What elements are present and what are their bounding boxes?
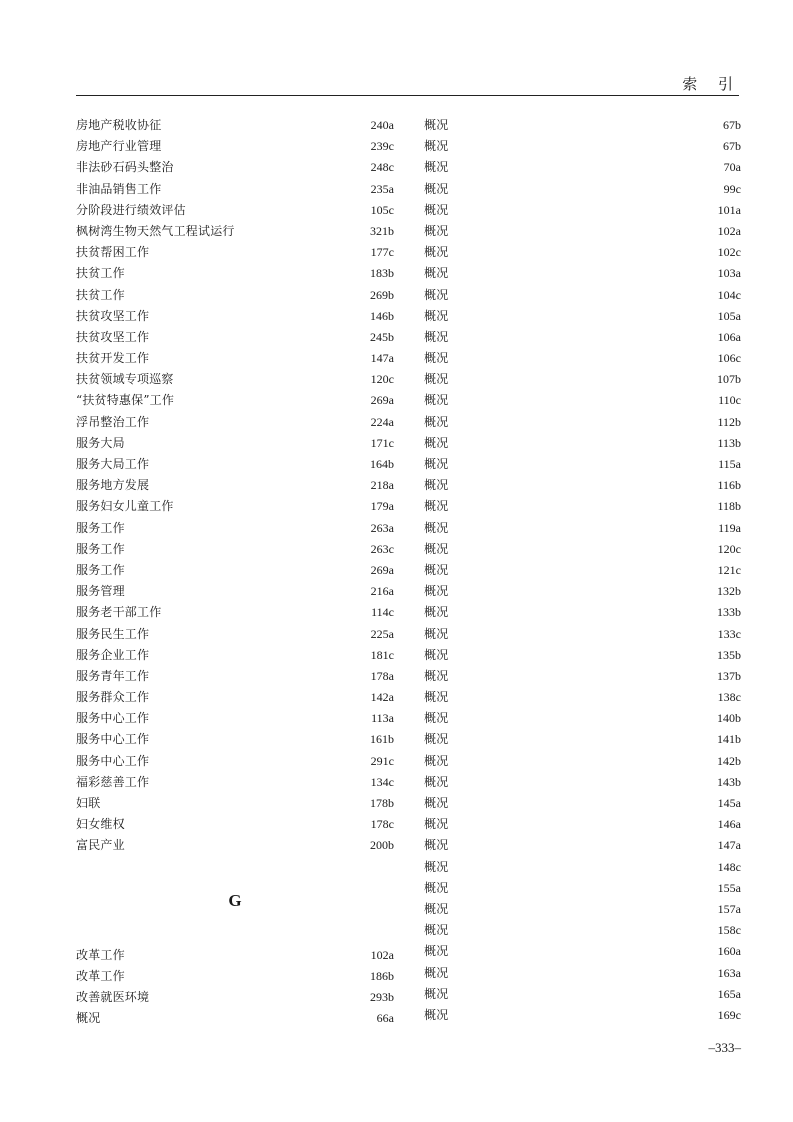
index-page-ref: 119a <box>718 520 741 535</box>
index-page-ref: 67b <box>723 118 741 132</box>
index-entry <box>424 115 741 136</box>
index-entry <box>76 729 394 750</box>
index-page-ref: 148c <box>717 859 741 874</box>
index-page-ref: 116b <box>717 478 741 493</box>
index-term: 房地产行业管理 <box>76 139 162 154</box>
index-entry <box>76 115 394 136</box>
index-term: 服务青年工作 <box>76 668 150 683</box>
index-entry <box>76 200 394 221</box>
index-page-ref: 321b <box>370 223 394 238</box>
index-page-ref: 157a <box>717 901 741 916</box>
index-page-ref: 200b <box>370 838 394 853</box>
index-term: 概况 <box>424 202 449 217</box>
index-page-ref: 101a <box>717 202 741 217</box>
index-entry <box>76 793 394 814</box>
index-page-ref: 66a <box>376 1011 394 1026</box>
index-entry <box>424 708 741 729</box>
index-page-ref: 160a <box>717 944 741 959</box>
index-term: 扶贫帮困工作 <box>76 245 150 260</box>
index-entry <box>76 987 394 1008</box>
index-page-ref: 137b <box>717 668 741 683</box>
index-entry <box>76 560 394 581</box>
index-term: 改革工作 <box>76 947 125 962</box>
index-page-ref: 145a <box>717 796 741 810</box>
index-page-ref: 118b <box>717 499 741 514</box>
index-page-ref: 178c <box>370 817 394 832</box>
index-entry <box>76 666 394 687</box>
index-page-ref: 138c <box>717 690 741 705</box>
index-term: 概况 <box>424 732 449 747</box>
index-page-ref: 104c <box>717 287 741 302</box>
index-term: 概况 <box>424 817 449 832</box>
index-entry <box>424 624 741 645</box>
index-term: 概况 <box>424 923 449 938</box>
index-term: 服务妇女儿童工作 <box>76 499 174 514</box>
index-term: 概况 <box>424 329 449 344</box>
index-entry <box>424 285 741 306</box>
index-page-ref: 67b <box>723 139 741 154</box>
index-page-ref: 106c <box>717 351 741 366</box>
index-page-ref: 179a <box>370 499 394 514</box>
index-term: 扶贫工作 <box>76 266 125 281</box>
index-page-ref: 163a <box>717 965 741 980</box>
index-page-ref: 115a <box>718 457 741 471</box>
index-page-ref: 178b <box>370 796 394 810</box>
index-page-ref: 102c <box>717 245 741 260</box>
index-term: 概况 <box>424 266 449 281</box>
index-entry <box>76 433 394 454</box>
index-entry <box>424 645 741 666</box>
index-term: 服务地方发展 <box>76 478 150 493</box>
index-entry <box>424 242 741 263</box>
index-entry <box>76 708 394 729</box>
index-entry <box>76 136 394 157</box>
index-page-ref: 70a <box>723 160 741 175</box>
index-term: 非法砂石码头整治 <box>76 160 174 175</box>
index-entry <box>76 645 394 666</box>
index-column-right <box>424 115 741 1026</box>
index-page-ref: 105c <box>370 202 394 217</box>
index-page-ref: 263c <box>370 541 394 556</box>
index-entry <box>76 945 394 966</box>
index-entry <box>424 560 741 581</box>
index-page-ref: 146a <box>717 817 741 832</box>
index-entry <box>424 772 741 793</box>
index-term: 服务大局 <box>76 435 125 450</box>
index-entry <box>76 285 394 306</box>
index-term: 分阶段进行绩效评估 <box>76 202 186 217</box>
index-entry <box>424 200 741 221</box>
index-page-ref: 120c <box>370 372 394 387</box>
index-entry <box>76 348 394 369</box>
index-entry <box>424 412 741 433</box>
index-entry <box>424 221 741 242</box>
index-page-ref: 216a <box>370 584 394 599</box>
index-term: 概况 <box>424 562 449 577</box>
index-term: 概况 <box>424 838 449 853</box>
index-term: 扶贫开发工作 <box>76 351 150 366</box>
index-term: 概况 <box>424 139 449 154</box>
index-entry <box>424 157 741 178</box>
index-entry <box>424 941 741 962</box>
index-page-ref: 113b <box>717 435 741 450</box>
index-page-ref: 235a <box>370 181 394 196</box>
index-entry <box>424 920 741 941</box>
index-term: 概况 <box>424 584 449 599</box>
index-entry <box>76 966 394 987</box>
index-page-ref: 134c <box>370 774 394 789</box>
index-section-f <box>76 115 394 857</box>
index-term: 概况 <box>424 605 449 620</box>
index-page-ref: 99c <box>723 181 741 196</box>
index-term: 概况 <box>424 880 449 895</box>
index-page-ref: 269b <box>370 287 394 302</box>
index-page-ref: 291c <box>370 753 394 768</box>
index-page-ref: 239c <box>370 139 394 154</box>
index-page-ref: 183b <box>370 266 394 281</box>
index-entry <box>424 518 741 539</box>
index-entry <box>424 263 741 284</box>
index-entry <box>76 306 394 327</box>
index-entry <box>424 348 741 369</box>
index-entry <box>424 369 741 390</box>
index-page-ref: 177c <box>370 245 394 260</box>
index-term: 扶贫领域专项巡察 <box>76 372 174 387</box>
running-header-title: 索 引 <box>682 75 741 93</box>
index-page-ref: 181c <box>370 647 394 662</box>
index-entry <box>424 857 741 878</box>
index-entry <box>424 496 741 517</box>
index-entry <box>76 518 394 539</box>
index-page-ref: 106a <box>717 329 741 344</box>
index-term: 非油品销售工作 <box>76 181 162 196</box>
index-page-ref: 178a <box>370 668 394 683</box>
index-entry <box>76 496 394 517</box>
index-entry <box>76 454 394 475</box>
index-page-ref: 245b <box>370 329 394 344</box>
index-term: 概况 <box>424 457 449 471</box>
index-term: 概况 <box>424 520 449 535</box>
index-entry <box>76 624 394 645</box>
index-term: 服务老干部工作 <box>76 605 162 620</box>
index-term: 改革工作 <box>76 968 125 983</box>
index-page-ref: 133c <box>717 626 741 641</box>
index-page-ref: 224a <box>370 414 394 429</box>
index-term: 扶贫工作 <box>76 287 125 302</box>
index-page-ref: 135b <box>717 647 741 662</box>
index-entry <box>424 327 741 348</box>
index-term: 服务中心工作 <box>76 753 150 768</box>
index-entry <box>424 306 741 327</box>
index-page-ref: 155a <box>717 880 741 895</box>
index-entry <box>424 475 741 496</box>
index-term: 概况 <box>424 308 449 323</box>
index-term: 服务管理 <box>76 584 125 599</box>
index-entry <box>76 475 394 496</box>
index-term: 概况 <box>424 647 449 662</box>
index-page-ref: 102a <box>717 223 741 238</box>
index-term: 概况 <box>424 626 449 641</box>
index-entry <box>76 327 394 348</box>
index-entry <box>76 814 394 835</box>
index-term: 概况 <box>424 541 449 556</box>
index-page-ref: 269a <box>370 393 394 408</box>
index-entry <box>424 666 741 687</box>
index-page-ref: 186b <box>370 968 394 983</box>
index-page-ref: 112b <box>717 414 741 429</box>
index-page-ref: 140b <box>717 711 741 726</box>
index-term: 富民产业 <box>76 838 125 853</box>
index-page-ref: 121c <box>717 562 741 577</box>
index-term: 概况 <box>424 859 449 874</box>
index-entry <box>424 984 741 1005</box>
index-term: 概况 <box>424 393 449 408</box>
index-term: 服务工作 <box>76 562 125 577</box>
index-term: 概况 <box>424 668 449 683</box>
index-term: 概况 <box>424 986 449 1001</box>
index-entry <box>424 878 741 899</box>
index-term: 概况 <box>424 414 449 429</box>
index-entry <box>424 814 741 835</box>
index-page-ref: 146b <box>370 308 394 323</box>
index-page-ref: 263a <box>370 520 394 535</box>
index-entry <box>76 751 394 772</box>
index-entry <box>424 793 741 814</box>
index-page-ref: 164b <box>370 457 394 471</box>
index-entry <box>424 899 741 920</box>
index-term: 服务中心工作 <box>76 711 150 726</box>
index-term: 概况 <box>424 245 449 260</box>
index-page-ref: 248c <box>370 160 394 175</box>
index-entry <box>424 751 741 772</box>
index-entry <box>76 1008 394 1029</box>
index-term: 服务工作 <box>76 541 125 556</box>
index-entry <box>76 221 394 242</box>
index-page-ref: 142a <box>370 690 394 705</box>
index-entry <box>76 179 394 200</box>
index-term: 服务工作 <box>76 520 125 535</box>
index-term: 扶贫攻坚工作 <box>76 329 150 344</box>
index-page-ref: 147a <box>370 351 394 366</box>
index-entry <box>424 454 741 475</box>
index-term: 概况 <box>424 181 449 196</box>
index-entry <box>76 772 394 793</box>
index-term: 服务群众工作 <box>76 690 150 705</box>
index-entry <box>76 242 394 263</box>
index-term: 服务民生工作 <box>76 626 150 641</box>
index-term: 妇联 <box>76 796 101 810</box>
index-entry <box>424 835 741 856</box>
index-entry <box>424 539 741 560</box>
index-entry <box>424 687 741 708</box>
index-column-left <box>76 115 394 1029</box>
index-term: 概况 <box>424 160 449 175</box>
index-page-ref: 114c <box>371 605 394 620</box>
index-entry <box>76 687 394 708</box>
index-page-ref: 105a <box>717 308 741 323</box>
index-page-ref: 147a <box>717 838 741 853</box>
index-page-ref: 102a <box>370 947 394 962</box>
index-page-ref: 103a <box>717 266 741 281</box>
index-page-ref: 158c <box>717 923 741 938</box>
index-term: 概况 <box>424 774 449 789</box>
index-term: 概况 <box>424 118 449 132</box>
index-term: 妇女维权 <box>76 817 125 832</box>
index-section-g-continued <box>424 115 741 1026</box>
index-entry <box>424 390 741 411</box>
index-term: 枫树湾生物天然气工程试运行 <box>76 223 235 238</box>
index-entry <box>424 729 741 750</box>
index-term: 福彩慈善工作 <box>76 774 150 789</box>
index-page-ref: 107b <box>717 372 741 387</box>
index-page-ref: 120c <box>717 541 741 556</box>
index-term: 服务中心工作 <box>76 732 150 747</box>
index-term: 概况 <box>424 372 449 387</box>
index-term: 概况 <box>424 711 449 726</box>
index-page-ref: 133b <box>717 605 741 620</box>
index-entry <box>424 581 741 602</box>
index-term: 概况 <box>424 499 449 514</box>
index-page-ref: 161b <box>370 732 394 747</box>
index-page-ref: 240a <box>370 118 394 132</box>
index-entry <box>424 963 741 984</box>
index-entry <box>76 581 394 602</box>
index-term: “扶贫特惠保”工作 <box>76 393 175 408</box>
index-page-ref: 218a <box>370 478 394 493</box>
index-page-ref: 171c <box>370 435 394 450</box>
index-page-ref: 113a <box>371 711 394 726</box>
index-term: 服务大局工作 <box>76 457 150 471</box>
index-term: 房地产税收协征 <box>76 118 162 132</box>
index-page-ref: 165a <box>717 986 741 1001</box>
index-page-ref: 169c <box>717 1007 741 1022</box>
index-entry <box>76 263 394 284</box>
page-number: –333– <box>708 1040 741 1055</box>
index-entry <box>76 539 394 560</box>
index-section-g <box>76 945 394 1030</box>
index-term: 概况 <box>424 351 449 366</box>
index-term: 概况 <box>76 1011 101 1026</box>
letter-heading-g: G <box>228 890 242 910</box>
index-page-ref: 293b <box>370 989 394 1004</box>
index-term: 概况 <box>424 690 449 705</box>
index-page-ref: 143b <box>717 774 741 789</box>
index-page-ref: 269a <box>370 562 394 577</box>
index-entry <box>76 412 394 433</box>
index-term: 概况 <box>424 223 449 238</box>
index-entry <box>76 157 394 178</box>
index-page-ref: 110c <box>718 393 741 408</box>
index-entry <box>76 369 394 390</box>
index-entry <box>424 179 741 200</box>
index-term: 概况 <box>424 435 449 450</box>
index-entry <box>76 390 394 411</box>
index-entry <box>76 835 394 856</box>
index-entry <box>424 433 741 454</box>
index-entry <box>424 602 741 623</box>
index-entry <box>424 1005 741 1026</box>
index-entry <box>76 602 394 623</box>
header-rule <box>76 95 739 96</box>
index-term: 概况 <box>424 1007 449 1022</box>
index-term: 概况 <box>424 901 449 916</box>
index-term: 概况 <box>424 796 449 810</box>
index-page-ref: 141b <box>717 732 741 747</box>
index-term: 浮吊整治工作 <box>76 414 150 429</box>
index-entry <box>424 136 741 157</box>
index-term: 改善就医环境 <box>76 989 150 1004</box>
index-term: 概况 <box>424 944 449 959</box>
index-term: 概况 <box>424 753 449 768</box>
index-page-ref: 142b <box>717 753 741 768</box>
index-term: 概况 <box>424 287 449 302</box>
index-term: 扶贫攻坚工作 <box>76 308 150 323</box>
index-page-ref: 132b <box>717 584 741 599</box>
index-term: 概况 <box>424 965 449 980</box>
index-term: 概况 <box>424 478 449 493</box>
index-term: 服务企业工作 <box>76 647 150 662</box>
index-page-ref: 225a <box>370 626 394 641</box>
